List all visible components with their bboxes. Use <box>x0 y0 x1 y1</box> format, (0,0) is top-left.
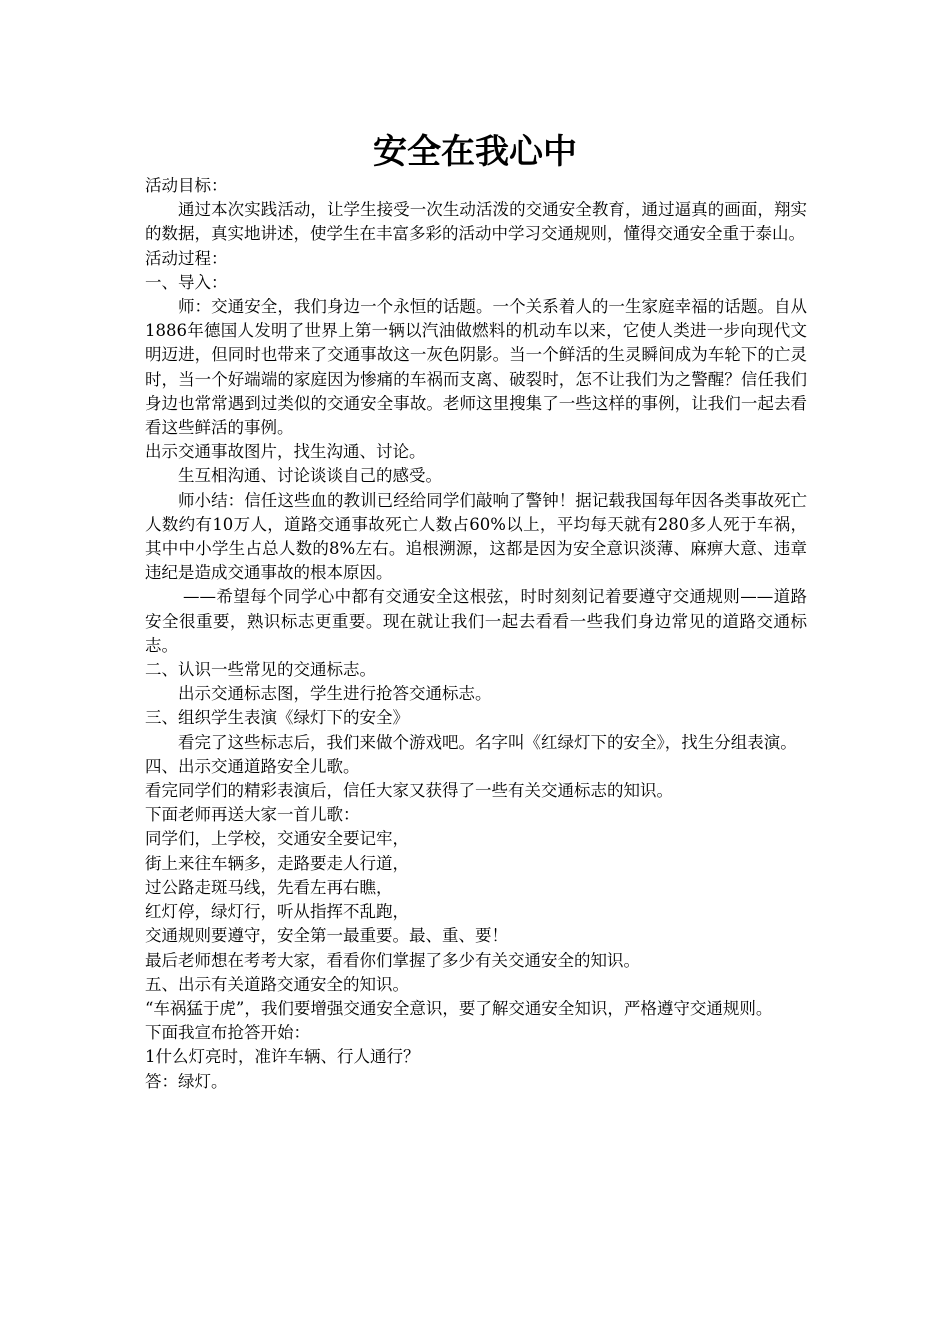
paragraph: 出示交通标志图，学生进行抢答交通标志。 <box>178 684 492 704</box>
paragraph: “车祸猛于虎”，我们要增强交通安全意识，要了解交通安全知识，严格遵守交通规则。 <box>145 998 773 1018</box>
paragraph: 1什么灯亮时，准许车辆、行人通行？ <box>145 1047 420 1067</box>
document-title: 安全在我心中 <box>373 132 577 172</box>
paragraph: 街上来往车辆多，走路要走人行道， <box>145 853 409 873</box>
paragraph: 看完同学们的精彩表演后，信任大家又获得了一些有关交通标志的知识。 <box>145 781 673 801</box>
paragraph: 师小结：信任这些血的教训已经给同学们敲响了警钟！据记载我国每年因各类事故死亡人数约有10万人，道路交通事故死亡人数占60%以上，平均每天就有280多人死于车祸，其中中小学生占总人数的8%左右。追根溯源，这都是因为安全意识淡薄、麻痹大意、违章违纪是造成交通事故的根本原因。 <box>145 490 807 583</box>
paragraph: 看完了这些标志后，我们来做个游戏吧。名字叫《红绿灯下的安全》，找生分组表演。 <box>178 732 797 752</box>
paragraph: 过公路走斑马线，先看左再右瞧， <box>145 877 393 897</box>
paragraph: 师：交通安全，我们身边一个永恒的话题。一个关系着人的一生家庭幸福的话题。自从1886年德国人发明了世界上第一辆以汽油做燃料的机动车以来，它使人类进一步向现代文明迈进，但同时也带来了交通事故这一灰色阴影。当一个鲜活的生灵瞬间成为车轮下的亡灵时，当一个好端端的家庭因为惨痛的车祸而支离、破裂时，怎不让我们为之警醒？信任我们身边也常常遇到过类似的交通安全事故。老师这里搜集了一些这样的事例，让我们一起去看看这些鲜活的事例。 <box>145 297 807 438</box>
paragraph: 活动过程： <box>145 248 228 268</box>
paragraph: 生互相沟通、讨论谈谈自己的感受。 <box>178 466 442 486</box>
paragraph: 同学们，上学校，交通安全要记牢， <box>145 829 409 849</box>
paragraph: 最后老师想在考考大家，看看你们掌握了多少有关交通安全的知识。 <box>145 950 640 970</box>
paragraph: 四、出示交通道路安全儿歌。 <box>145 756 360 776</box>
paragraph: 三、组织学生表演《绿灯下的安全》 <box>145 708 409 728</box>
paragraph: 红灯停，绿灯行，听从指挥不乱跑， <box>145 902 409 922</box>
paragraph: 通过本次实践活动，让学生接受一次生动活泼的交通安全教育，通过逼真的画面，翔实的数据，真实地讲述，使学生在丰富多彩的活动中学习交通规则，懂得交通安全重于泰山。 <box>145 200 807 244</box>
paragraph: 下面我宣布抢答开始： <box>145 1023 310 1043</box>
paragraph: 答：绿灯。 <box>145 1071 228 1091</box>
paragraph: 五、出示有关道路交通安全的知识。 <box>145 974 409 994</box>
paragraph: ——希望每个同学心中都有交通安全这根弦，时时刻刻记着要遵守交通规则——道路安全很重要，熟识标志更重要。现在就让我们一起去看看一些我们身边常见的道路交通标志。 <box>145 587 807 655</box>
paragraph: 交通规则要遵守，安全第一最重要。最、重、要！ <box>145 926 508 946</box>
document-body <box>145 174 807 1094</box>
paragraph: 出示交通事故图片，找生沟通、讨论。 <box>145 442 426 462</box>
paragraph: 活动目标： <box>145 176 228 195</box>
paragraph: 下面老师再送大家一首儿歌： <box>145 805 360 825</box>
paragraph: 一、导入： <box>145 272 228 292</box>
paragraph: 二、认识一些常见的交通标志。 <box>145 660 376 680</box>
